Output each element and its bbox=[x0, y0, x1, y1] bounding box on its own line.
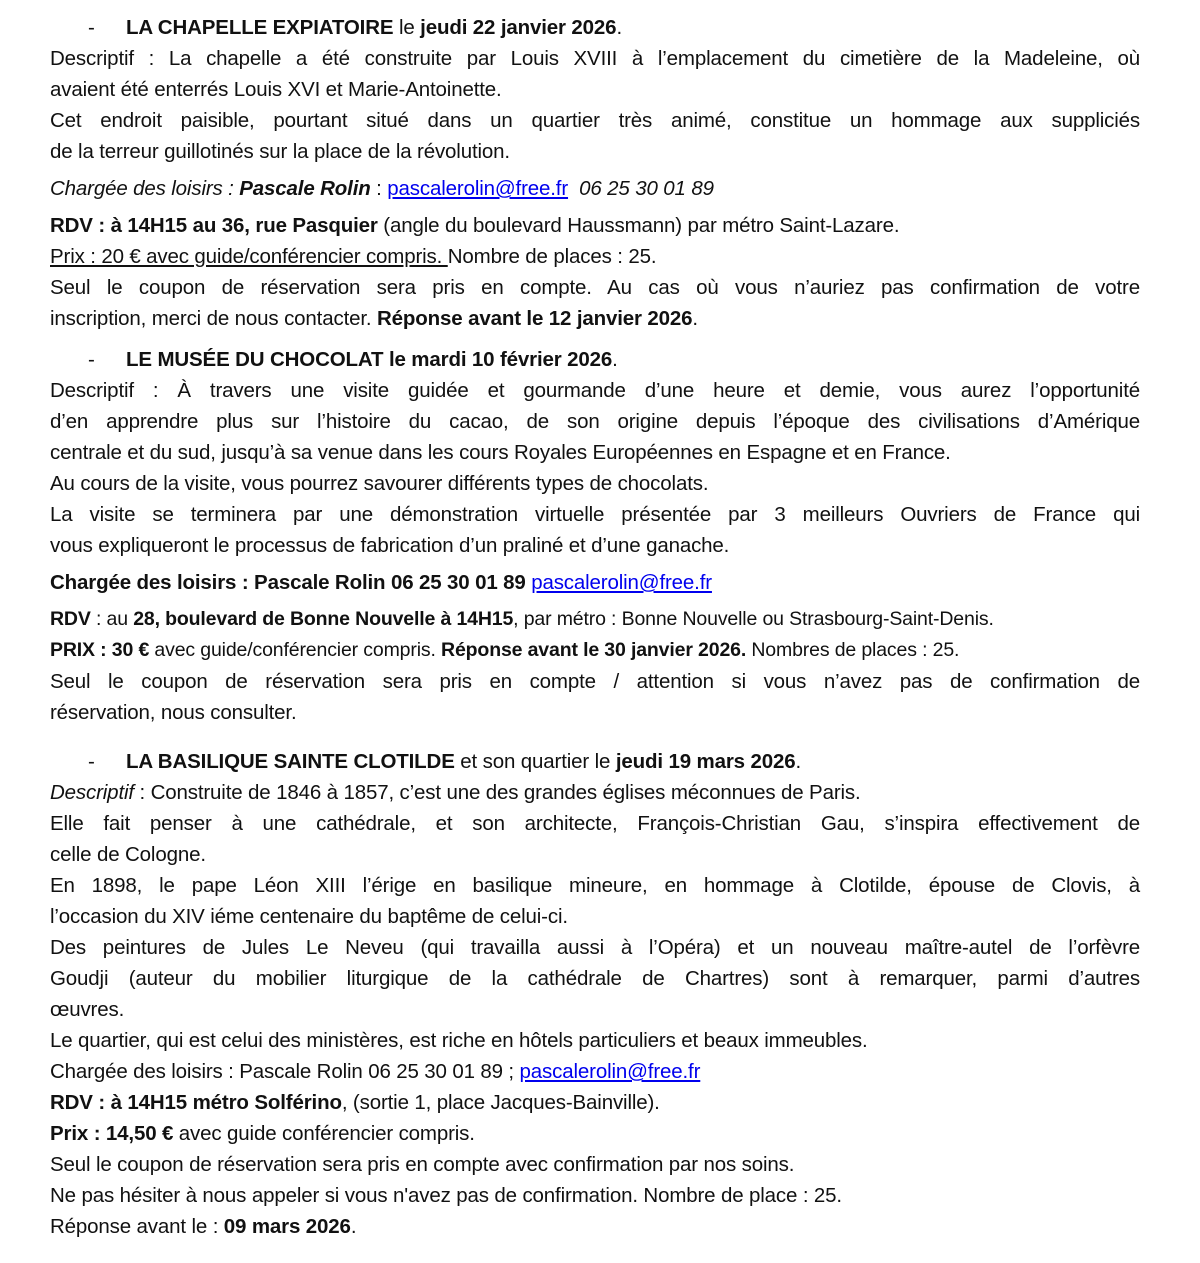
price-details: avec guide conférencier compris. bbox=[173, 1122, 475, 1145]
title-connector: et son quartier le bbox=[454, 750, 616, 773]
price-line bbox=[50, 241, 1140, 272]
price-line bbox=[50, 1118, 1140, 1149]
deadline: Réponse avant le 12 janvier 2026 bbox=[377, 307, 693, 330]
coupon-text: inscription, merci de nous contacter. bbox=[50, 307, 378, 330]
contact-line bbox=[50, 173, 1140, 204]
event-title bbox=[50, 344, 1140, 375]
price: PRIX : 30 € bbox=[50, 639, 150, 661]
bullet-dash: - bbox=[88, 750, 95, 773]
rdv-details: , (sortie 1, place Jacques-Bainville). bbox=[341, 1091, 660, 1114]
rdv-location: 28, boulevard de Bonne Nouvelle à 14H15 bbox=[133, 608, 514, 630]
coupon-line: Seul le coupon de réservation sera pris en compte / attention si vous n’avez pas de confirmation de bbox=[50, 670, 1140, 693]
description-label: Descriptif bbox=[50, 781, 134, 804]
title-end: . bbox=[795, 750, 802, 773]
price: Prix : 14,50 € bbox=[50, 1122, 174, 1145]
description-line: Le quartier, qui est celui des ministères, est riche en hôtels particuliers et beaux immeubles. bbox=[50, 1029, 868, 1052]
contact-separator: : bbox=[370, 177, 388, 200]
event-date: jeudi 22 janvier 2026 bbox=[420, 16, 617, 39]
event-basilique-sainte-clotilde bbox=[50, 746, 1140, 1242]
coupon-line: Seul le coupon de réservation sera pris en compte avec confirmation par nos soins. bbox=[50, 1153, 795, 1176]
event-name: LA CHAPELLE EXPIATOIRE bbox=[126, 16, 394, 39]
contact-info: Chargée des loisirs : Pascale Rolin 06 25 30 01 89 bbox=[50, 571, 532, 594]
event-name: LA BASILIQUE SAINTE CLOTILDE bbox=[126, 750, 455, 773]
description-line: Goudji (auteur du mobilier liturgique de la cathédrale de Chartres) sont à remarquer, parmi d’autres bbox=[50, 967, 1140, 990]
bullet-dash: - bbox=[88, 16, 95, 39]
description-line: Descriptif : La chapelle a été construite par Louis XVIII à l’emplacement du cimetière de la Madeleine, où bbox=[50, 47, 1140, 70]
description-line: Au cours de la visite, vous pourrez savourer différents types de chocolats. bbox=[50, 472, 709, 495]
description-line: Descriptif : À travers une visite guidée et gourmande d’une heure et demie, vous aurez l’opportunité bbox=[50, 379, 1140, 402]
deadline-line bbox=[50, 1211, 1140, 1242]
title-end: . bbox=[616, 16, 622, 39]
rdv-mid: : au bbox=[90, 608, 134, 630]
description-line: œuvres. bbox=[50, 998, 125, 1021]
email-link[interactable]: pascalerolin@free.fr bbox=[531, 571, 712, 594]
description-line: vous expliqueront le processus de fabrication d’un praliné et d’une ganache. bbox=[50, 534, 730, 557]
rdv-label: RDV bbox=[50, 608, 91, 630]
contact-info: Chargée des loisirs : Pascale Rolin 06 25 30 01 89 ; bbox=[50, 1060, 520, 1083]
event-title bbox=[50, 12, 1140, 43]
rdv-line bbox=[50, 604, 1140, 635]
description-line: En 1898, le pape Léon XIII l’érige en basilique mineure, en hommage à Clotilde, épouse de Clovis, à bbox=[50, 874, 1140, 897]
rdv-details: , par métro : Bonne Nouvelle ou Strasbourg-Saint-Denis. bbox=[513, 608, 994, 630]
coupon-line: Ne pas hésiter à nous appeler si vous n'avez pas de confirmation. Nombre de place : 25. bbox=[50, 1184, 842, 1207]
description-line bbox=[50, 777, 1140, 808]
deadline-end: . bbox=[692, 307, 698, 330]
event-date: jeudi 19 mars 2026 bbox=[615, 750, 796, 773]
deadline: Réponse avant le 30 janvier 2026. bbox=[441, 639, 747, 661]
price: Prix : 20 € avec guide/conférencier compris. bbox=[50, 245, 448, 268]
description-line: avaient été enterrés Louis XVI et Marie-Antoinette. bbox=[50, 78, 502, 101]
deadline-label: Réponse avant le : bbox=[50, 1215, 224, 1238]
rdv-details: (angle du boulevard Haussmann) par métro Saint-Lazare. bbox=[377, 214, 900, 237]
places-count: Nombre de places : 25. bbox=[447, 245, 657, 268]
description-line: celle de Cologne. bbox=[50, 843, 206, 866]
contact-line bbox=[50, 1056, 1140, 1087]
title-end: . bbox=[612, 348, 618, 371]
email-link[interactable]: pascalerolin@free.fr bbox=[519, 1060, 701, 1083]
description-line: centrale et du sud, jusqu’à sa venue dans les cours Royales Européennes en Espagne et en France. bbox=[50, 441, 951, 464]
rdv-location: RDV : à 14H15 métro Solférino bbox=[50, 1091, 342, 1114]
description-line: l’occasion du XIV iéme centenaire du baptême de celui-ci. bbox=[50, 905, 568, 928]
contact-phone: 06 25 30 01 89 bbox=[579, 177, 714, 200]
rdv-location: RDV : à 14H15 au 36, rue Pasquier bbox=[50, 214, 378, 237]
email-link[interactable]: pascalerolin@free.fr bbox=[387, 177, 569, 200]
price-line bbox=[50, 635, 1140, 666]
contact-name: Pascale Rolin bbox=[239, 177, 371, 200]
deadline: 09 mars 2026 bbox=[223, 1215, 351, 1238]
description-line: d’en apprendre plus sur l’histoire du cacao, de son origine depuis l’époque des civilisations d’Amérique bbox=[50, 410, 1140, 433]
title-connector: le bbox=[393, 16, 421, 39]
description-line: Des peintures de Jules Le Neveu (qui travailla aussi à l’Opéra) et un nouveau maître-autel de l’orfèvre bbox=[50, 936, 1140, 959]
coupon-line bbox=[50, 303, 1140, 334]
rdv-line bbox=[50, 210, 1140, 241]
bullet-dash: - bbox=[88, 348, 95, 371]
rdv-line bbox=[50, 1087, 1140, 1118]
contact-label: Chargée des loisirs : bbox=[50, 177, 240, 200]
event-title bbox=[50, 746, 1140, 777]
event-musee-du-chocolat bbox=[50, 344, 1140, 728]
event-name: LE MUSÉE DU CHOCOLAT le mardi 10 février 2026 bbox=[126, 348, 613, 371]
description-line: Elle fait penser à une cathédrale, et son architecte, François-Christian Gau, s’inspira effectivement de bbox=[50, 812, 1140, 835]
description-line: de la terreur guillotinés sur la place de la révolution. bbox=[50, 140, 510, 163]
deadline-end: . bbox=[350, 1215, 357, 1238]
coupon-line: réservation, nous consulter. bbox=[50, 701, 297, 724]
description-line: La visite se terminera par une démonstration virtuelle présentée par 3 meilleurs Ouvriers de France qui bbox=[50, 503, 1140, 526]
price-details: avec guide/conférencier compris. bbox=[149, 639, 442, 661]
description-text: : Construite de 1846 à 1857, c’est une des grandes églises méconnues de Paris. bbox=[133, 781, 861, 804]
description-line: Cet endroit paisible, pourtant situé dans un quartier très animé, constitue un hommage aux suppliciés bbox=[50, 109, 1140, 132]
event-chapelle-expiatoire bbox=[50, 12, 1140, 334]
places-count: Nombres de places : 25. bbox=[746, 639, 960, 661]
contact-line bbox=[50, 567, 1140, 598]
coupon-line: Seul le coupon de réservation sera pris en compte. Au cas où vous n’auriez pas confirmation de votre bbox=[50, 276, 1140, 299]
